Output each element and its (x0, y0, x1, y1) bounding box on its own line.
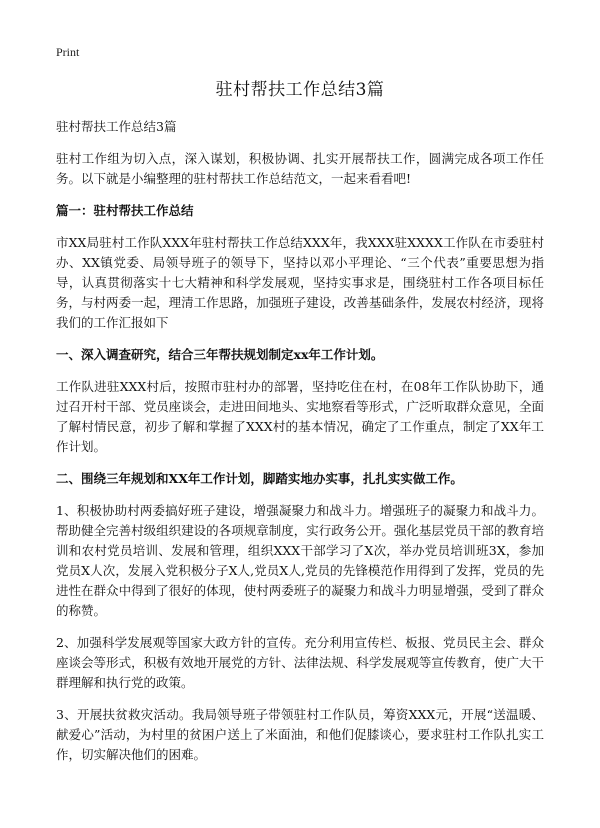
subsection-heading: 一、深入调查研究，结合三年帮扶规划制定xx年工作计划。 (56, 347, 384, 362)
body-paragraph: 2、加强科学发展观等国家大政方针的宣传。充分利用宣传栏、板报、党员民主会、群众座谈会等形式，积极有效地开展党的方针、法律法规、科学发展观等宣传教育，使广大干群理解和执行党的政策。 (56, 635, 544, 690)
section-heading: 篇一：驻村帮扶工作总结 (56, 203, 194, 218)
body-paragraph: 1、积极协助村两委搞好班子建设，增强凝聚力和战斗力。增强班子的凝聚力和战斗力。帮助健全完善村级组织建设的各项规章制度，实行政务公开。强化基层党员干部的教育培训和农村党员培训、发展和管理，组织XXX干部学习了X次，举办党员培训班3X，参加党员X人次，发展入党积极分子X人,党员X人,党员的先锋模范作用得到了发挥，党员的先进性在群众中得到了很好的体现，使村两委班子的凝聚力和战斗力明显增强，受到了群众的称赞。 (56, 503, 544, 618)
body-paragraph: 工作队进驻XXX村后，按照市驻村办的部署，坚持吃住在村，在08年工作队协助下，通过召开村干部、党员座谈会，走进田间地头、实地察看等形式，广泛听取群众意见，全面了解村情民意，初步了解和掌握了XXX村的基本情况，确定了工作重点，制定了XX年工作计划。 (56, 379, 544, 454)
body-paragraph: 市XX局驻村工作队XXX年驻村帮扶工作总结XXX年，我XXX驻XXXX工作队在市委驻村办、XX镇党委、局领导班子的领导下，坚持以邓小平理论、“三个代表”重要思想为指导，认真贯彻落实十七大精神和科学发展观，坚持实事求是，围绕驻村工作各项目标任务，与村两委一起，理清工作思路，加强班子建设，改善基础条件，发展农村经济，现将我们的工作汇报如下 (56, 235, 544, 330)
document-subtitle: 驻村帮扶工作总结3篇 (56, 119, 177, 134)
print-link[interactable]: Print (56, 45, 80, 59)
subsection-heading: 二、围绕三年规划和XX年工作计划，脚踏实地办实事，扎扎实实做工作。 (56, 471, 463, 486)
document-title: 驻村帮扶工作总结3篇 (215, 80, 385, 100)
body-paragraph: 3、开展扶贫救灾活动。我局领导班子带领驻村工作队员，筹资XXX元，开展“送温暖、献爱心”活动，为村里的贫困户送上了米面油，和他们促膝谈心，要求驻村工作队扎实工作，切实解决他们的困难。 (56, 707, 544, 762)
intro-paragraph: 驻村工作组为切入点，深入谋划，积极协调、扎实开展帮扶工作，圆满完成各项工作任务。以下就是小编整理的驻村帮扶工作总结范文，一起来看看吧! (56, 151, 544, 186)
